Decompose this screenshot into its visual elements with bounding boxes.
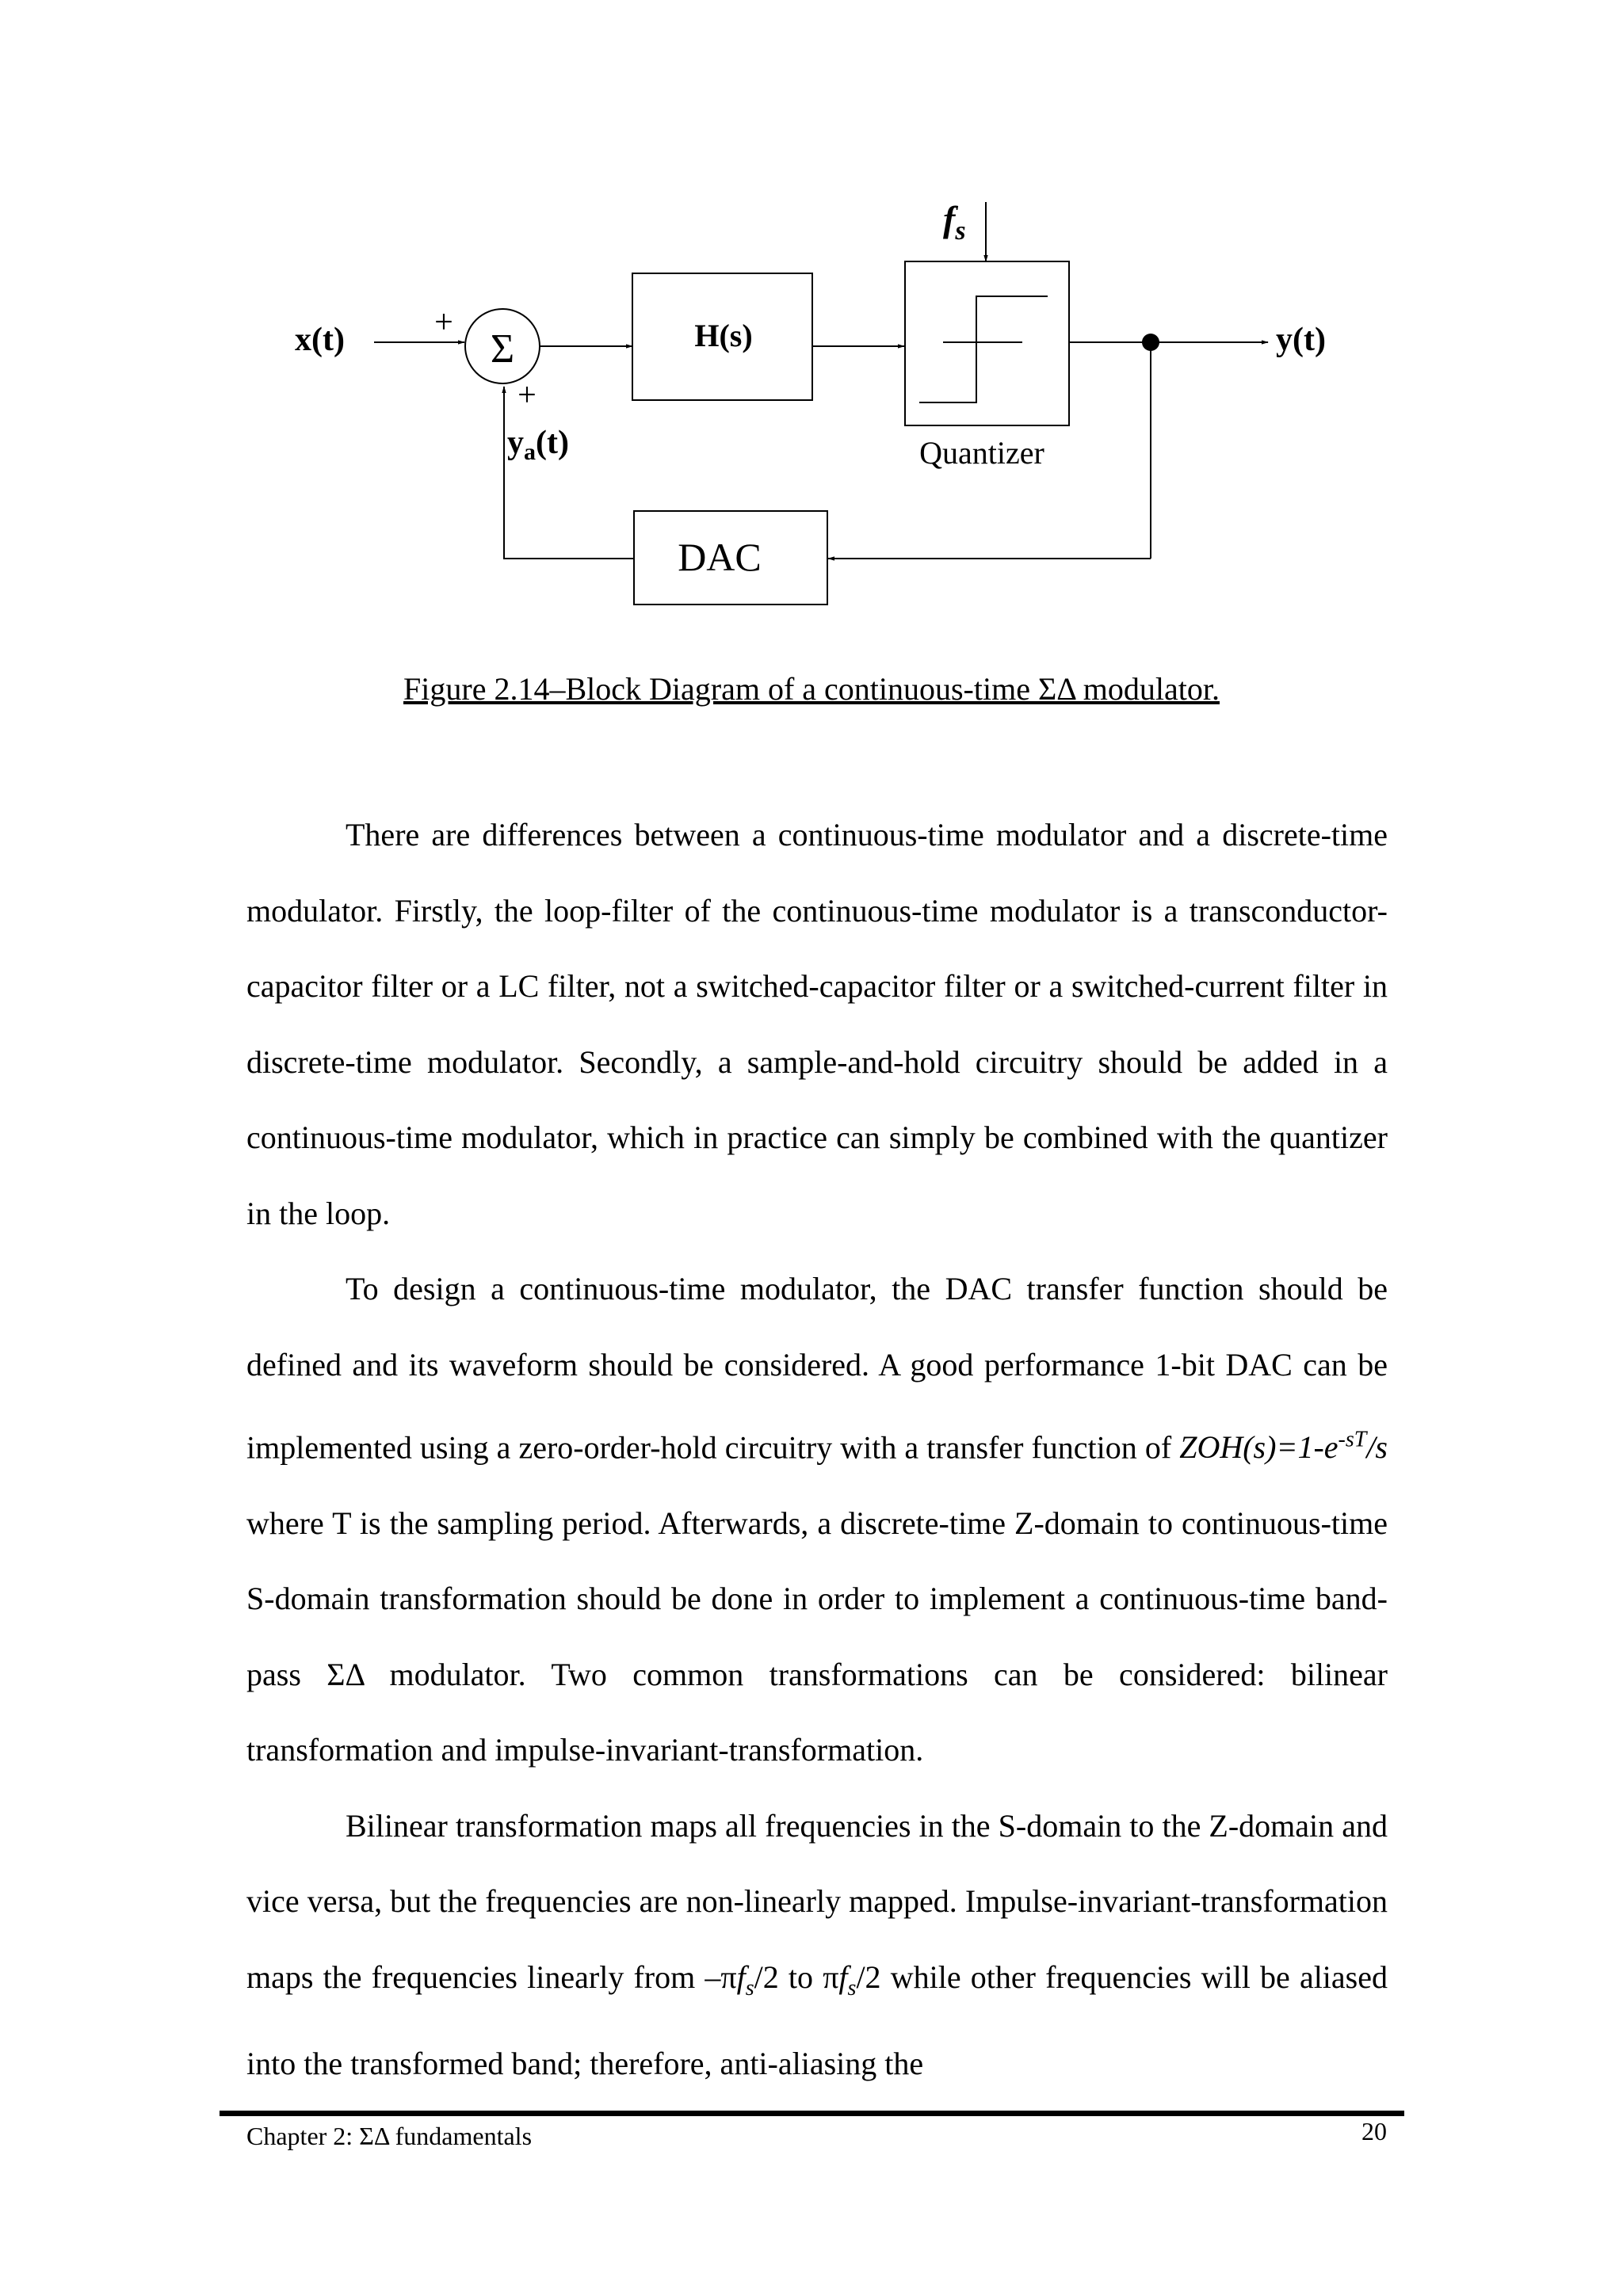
footer-rule: [220, 2111, 1404, 2116]
dac-label: DAC: [678, 535, 762, 579]
loop-filter-label: H(s): [694, 318, 753, 353]
quantizer-step-symbol: [919, 296, 1048, 402]
plus-sign-top: +: [434, 304, 453, 341]
clock-label: $f_s$: [943, 199, 966, 246]
paragraph-1: There are differences between a continuous-time modulator and a discrete-time modulator. Firstly, the loop-filter of the continuous-time modulator is a transconductor-capacitor filter or a LC filter, not a switched-capacitor filter or a switched-current filter in discrete-time modulator. Secondly, a sample-and-hold circuitry should be added in a continuous-time modulator, which in practice can simply be combined with the quantizer in the loop.: [246, 817, 1388, 1231]
summer-symbol: Σ: [490, 326, 515, 372]
block-diagram: [0, 0, 1623, 634]
quantizer-block: [905, 261, 1069, 425]
body-text: [246, 797, 1388, 2102]
paragraph-2-part-2: where T is the sampling period. Afterwards, a discrete-time Z-domain to continuous-time S-domain transformation should be done in order to implement a continuous-time band-pass ΣΔ modulator. Two common transformations can be considered: bilinear transformation and impulse-invariant-transformation.: [246, 1505, 1388, 1768]
footer-chapter-title: Chapter 2: ΣΔ fundamentals: [246, 2122, 533, 2150]
zoh-exponent: -sT: [1338, 1428, 1367, 1452]
quantizer-label: Quantizer: [919, 435, 1044, 471]
feedback-label: ya(t): [507, 425, 569, 465]
paragraph-3: Bilinear transformation maps all frequencies in the S-domain to the Z-domain and vice versa, but the frequencies are non-linearly mapped. Impulse-invariant-transformation maps the frequencies linearly from $-\pi f_s/2$ to $\pi f_s/2$ while other frequencies will be aliased into the transformed band; therefore, anti-aliasing the: [246, 1807, 1388, 2082]
paragraph-2-part-1: To design a continuous-time modulator, the DAC transfer function should be defined and its waveform should be considered. A good performance 1-bit DAC can be implemented using a zero-order-hold circuitry with a transfer function of: [246, 1271, 1388, 1466]
paragraph-2: [246, 1251, 1388, 1788]
figure-caption: Figure 2.14–Block Diagram of a continuous-time ΣΔ modulator.: [403, 671, 1220, 707]
footer-page-number: 20: [1361, 2117, 1387, 2145]
input-label: x(t): [295, 322, 345, 358]
zoh-equation: $ZOH(s)=1-e^{-sT}/s$: [1179, 1428, 1388, 1466]
plus-sign-bottom: +: [517, 377, 537, 414]
output-label: y(t): [1276, 322, 1326, 358]
